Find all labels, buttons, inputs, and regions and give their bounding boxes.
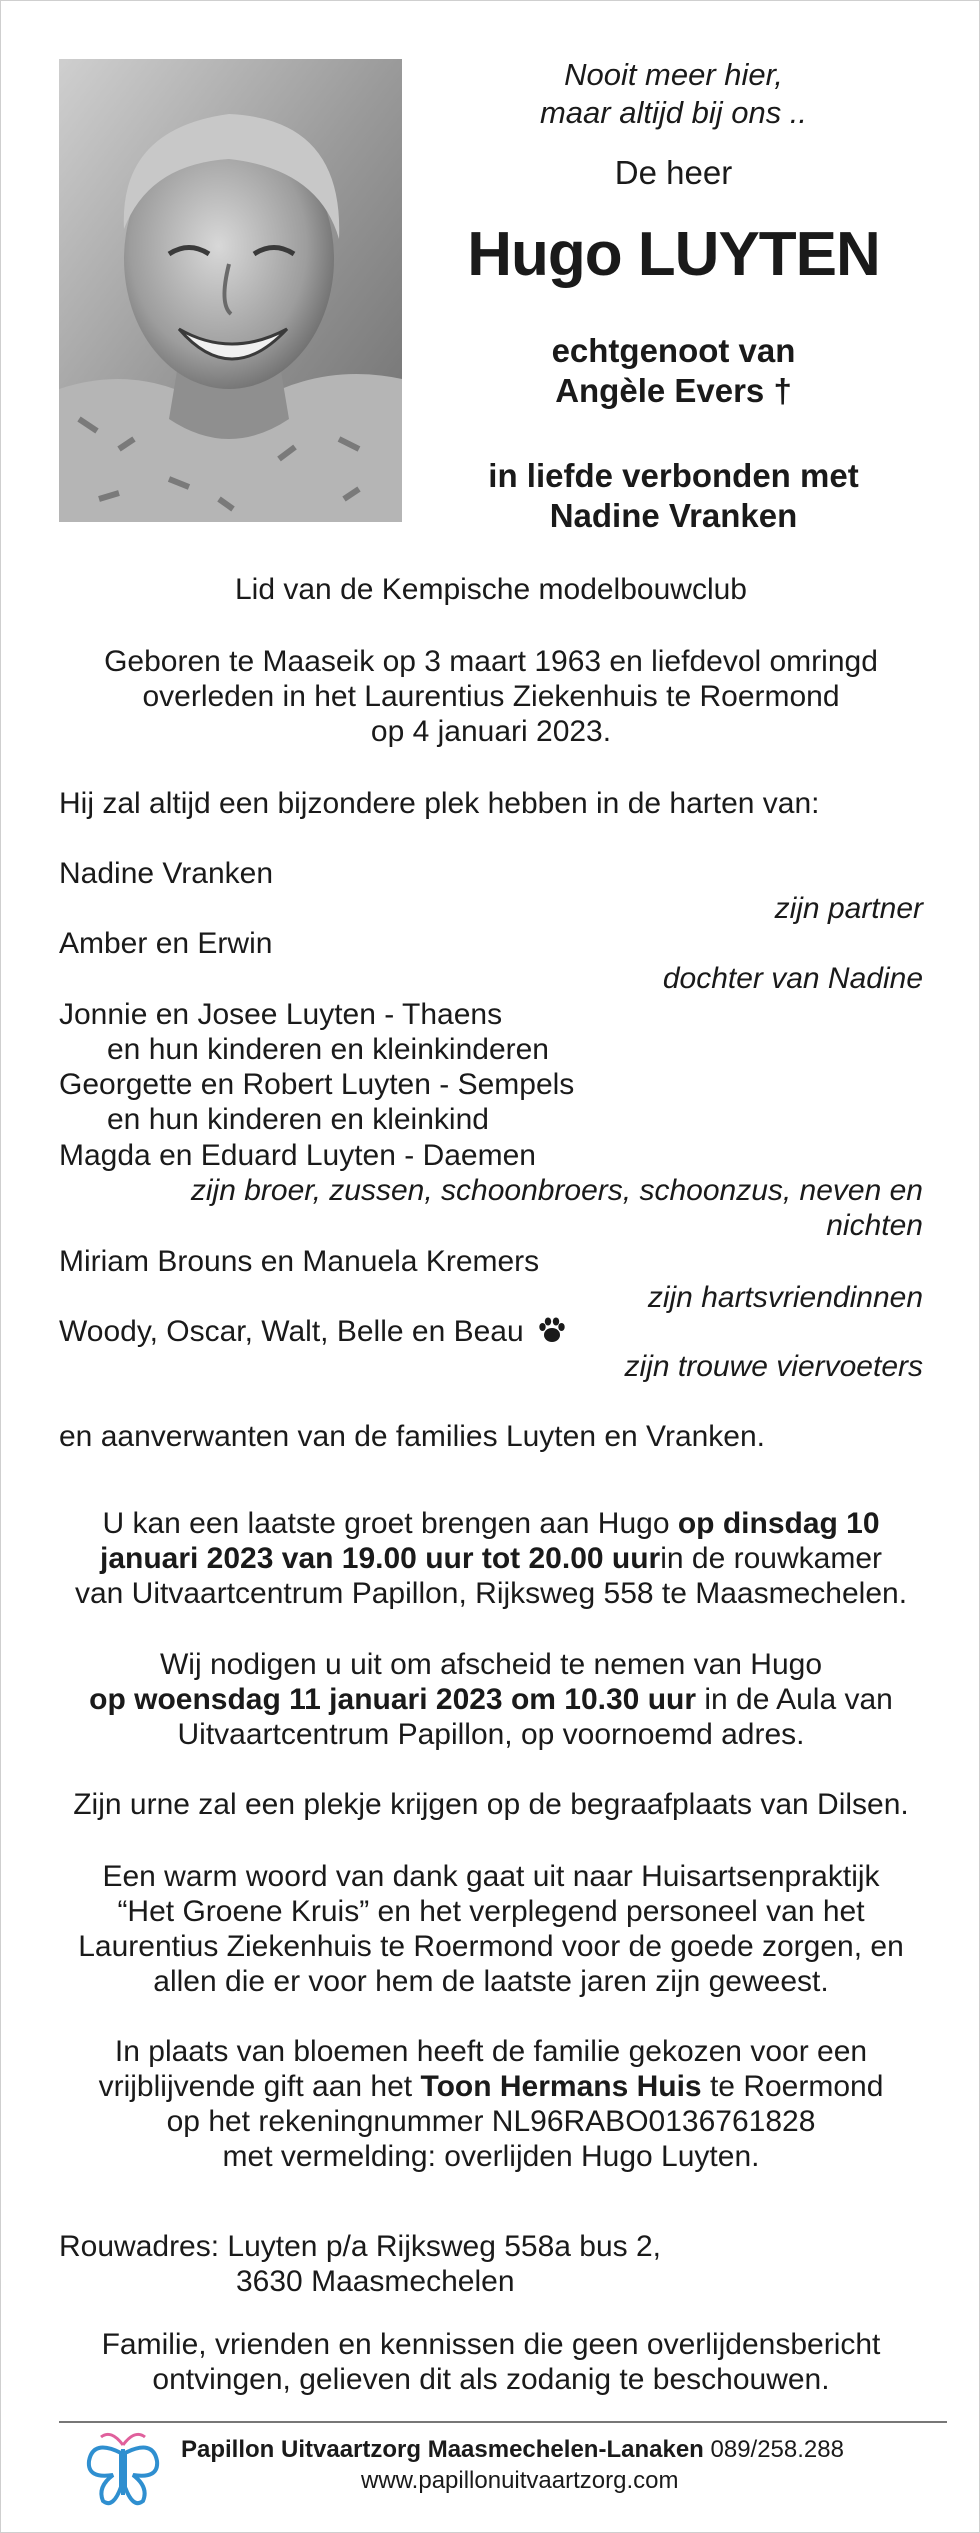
visit-line-1 [59, 1506, 923, 1541]
motto-line-2: maar altijd bij ons .. [539, 95, 808, 130]
notice-line-2: ontvingen, gelieven dit als zodanig te beschouwen. [152, 2363, 830, 2396]
club-membership: Lid van de Kempische modelbouwclub [235, 573, 747, 606]
visit-time: januari 2023 van 19.00 uur tot 20.00 uur [99, 1542, 661, 1575]
gift-line-1: In plaats van bloemen heeft de familie gekozen voor een [114, 2035, 868, 2068]
thanks-line-3: Laurentius Ziekenhuis te Roermond voor de goede zorgen, en [78, 1930, 904, 1963]
urn-info: Zijn urne zal een plekje krijgen op de begraafplaats van Dilsen. [73, 1788, 909, 1821]
partner-line-1: in liefde verbonden met [488, 457, 859, 494]
footer-phone: 089/258.288 [703, 2436, 844, 2463]
footer-website: www.papillonuitvaartzorg.com [361, 2467, 679, 2494]
thanks-line-1: Een warm woord van dank gaat uit naar Huisartsenpraktijk [102, 1860, 880, 1893]
relatives-line: en aanverwanten van de families Luyten en Vranken. [59, 1420, 766, 1453]
gift-charity: Toon Hermans Huis [420, 2070, 702, 2103]
family-amber: Amber en Erwin [59, 927, 273, 960]
birth-death-info [59, 644, 923, 749]
farewell-line-1: Wij nodigen u uit om afscheid te nemen van Hugo [159, 1648, 823, 1681]
family-nadine-relation: zijn partner [774, 892, 923, 925]
family-miriam-relation: zijn hartsvriendinnen [647, 1281, 923, 1314]
portrait-photo [59, 59, 402, 522]
family-georgette: Georgette en Robert Luyten - Sempels [59, 1068, 575, 1101]
gift-line-3: op het rekeningnummer NL96RABO0136761828 [166, 2105, 816, 2138]
family-siblings-relation-2: nichten [826, 1209, 923, 1242]
hearts-intro: Hij zal altijd een bijzondere plek hebben in de harten van: [59, 787, 820, 820]
thanks-info [59, 1859, 923, 1999]
spouse-block [421, 331, 926, 411]
partner-line-2: Nadine Vranken [549, 497, 798, 534]
gift-line-4: met vermelding: overlijden Hugo Luyten. [222, 2140, 760, 2173]
butterfly-logo-icon [83, 2431, 163, 2514]
family-siblings-relation-1: zijn broer, zussen, schoonbroers, schoonzus, neven en [190, 1174, 923, 1207]
deceased-name: Hugo LUYTEN [467, 220, 880, 289]
farewell-line-3: Uitvaartcentrum Papillon, op voornoemd adres. [177, 1718, 805, 1751]
footer-line-1 [181, 2434, 844, 2465]
farewell-info [59, 1647, 923, 1752]
gift-line-2a: vrijblijvende gift aan het [98, 2070, 421, 2103]
family-pets-names: Woody, Oscar, Walt, Belle en Beau [59, 1315, 524, 1348]
family-georgette-sub: en hun kinderen en kleinkind [107, 1103, 489, 1136]
visit-info [59, 1506, 923, 1611]
birth-line-2: overleden in het Laurentius Ziekenhuis te Roermond [142, 680, 840, 713]
portrait-illustration [59, 59, 402, 522]
birth-line-3: op 4 januari 2023. [370, 715, 612, 748]
footer-info [181, 2434, 844, 2496]
footer-divider [59, 2421, 947, 2423]
gift-line-2c: te Roermond [701, 2070, 884, 2103]
thanks-line-2: “Het Groene Kruis” en het verplegend personeel van het [117, 1895, 865, 1928]
visit-line-2b: in de rouwkamer [660, 1542, 882, 1575]
gift-info [59, 2034, 923, 2174]
family-nadine: Nadine Vranken [59, 857, 274, 890]
family-amber-relation: dochter van Nadine [662, 962, 923, 995]
motto-line-1: Nooit meer hier, [564, 57, 783, 92]
notice-info [59, 2327, 923, 2397]
paw-icon [538, 1317, 566, 1343]
family-pets [59, 1314, 923, 1349]
visit-date: op dinsdag 10 [677, 1507, 880, 1540]
mourning-address-line-2: 3630 Maasmechelen [236, 2265, 515, 2298]
motto [421, 56, 926, 132]
farewell-datetime: op woensdag 11 januari 2023 om 10.30 uur [89, 1683, 697, 1716]
visit-line-2 [59, 1541, 923, 1576]
mourning-address-line-1: Rouwadres: Luyten p/a Rijksweg 558a bus 2, [59, 2230, 662, 2263]
visit-line-3: van Uitvaartcentrum Papillon, Rijksweg 558 te Maasmechelen. [74, 1577, 908, 1610]
title-prefix: De heer [614, 154, 733, 191]
family-miriam: Miriam Brouns en Manuela Kremers [59, 1245, 540, 1278]
birth-line-1: Geboren te Maaseik op 3 maart 1963 en liefdevol omringd [104, 645, 878, 678]
partner-block [421, 456, 926, 536]
family-jonnie-sub: en hun kinderen en kleinkinderen [107, 1033, 549, 1066]
gift-line-2 [59, 2069, 923, 2104]
visit-line-1a: U kan een laatste groet brengen aan Hugo [102, 1507, 678, 1540]
footer-company: Papillon Uitvaartzorg Maasmechelen-Lanaken [181, 2436, 704, 2463]
farewell-line-2b: in de Aula van [696, 1683, 893, 1716]
family-magda: Magda en Eduard Luyten - Daemen [59, 1139, 536, 1172]
spouse-line-1: echtgenoot van [551, 332, 796, 369]
notice-line-1: Familie, vrienden en kennissen die geen overlijdensbericht [101, 2328, 881, 2361]
farewell-line-2 [59, 1682, 923, 1717]
family-jonnie: Jonnie en Josee Luyten - Thaens [59, 998, 503, 1031]
spouse-line-2: Angèle Evers † [555, 372, 792, 409]
family-pets-relation: zijn trouwe viervoeters [624, 1350, 923, 1383]
thanks-line-4: allen die er voor hem de laatste jaren zijn geweest. [153, 1965, 829, 1998]
